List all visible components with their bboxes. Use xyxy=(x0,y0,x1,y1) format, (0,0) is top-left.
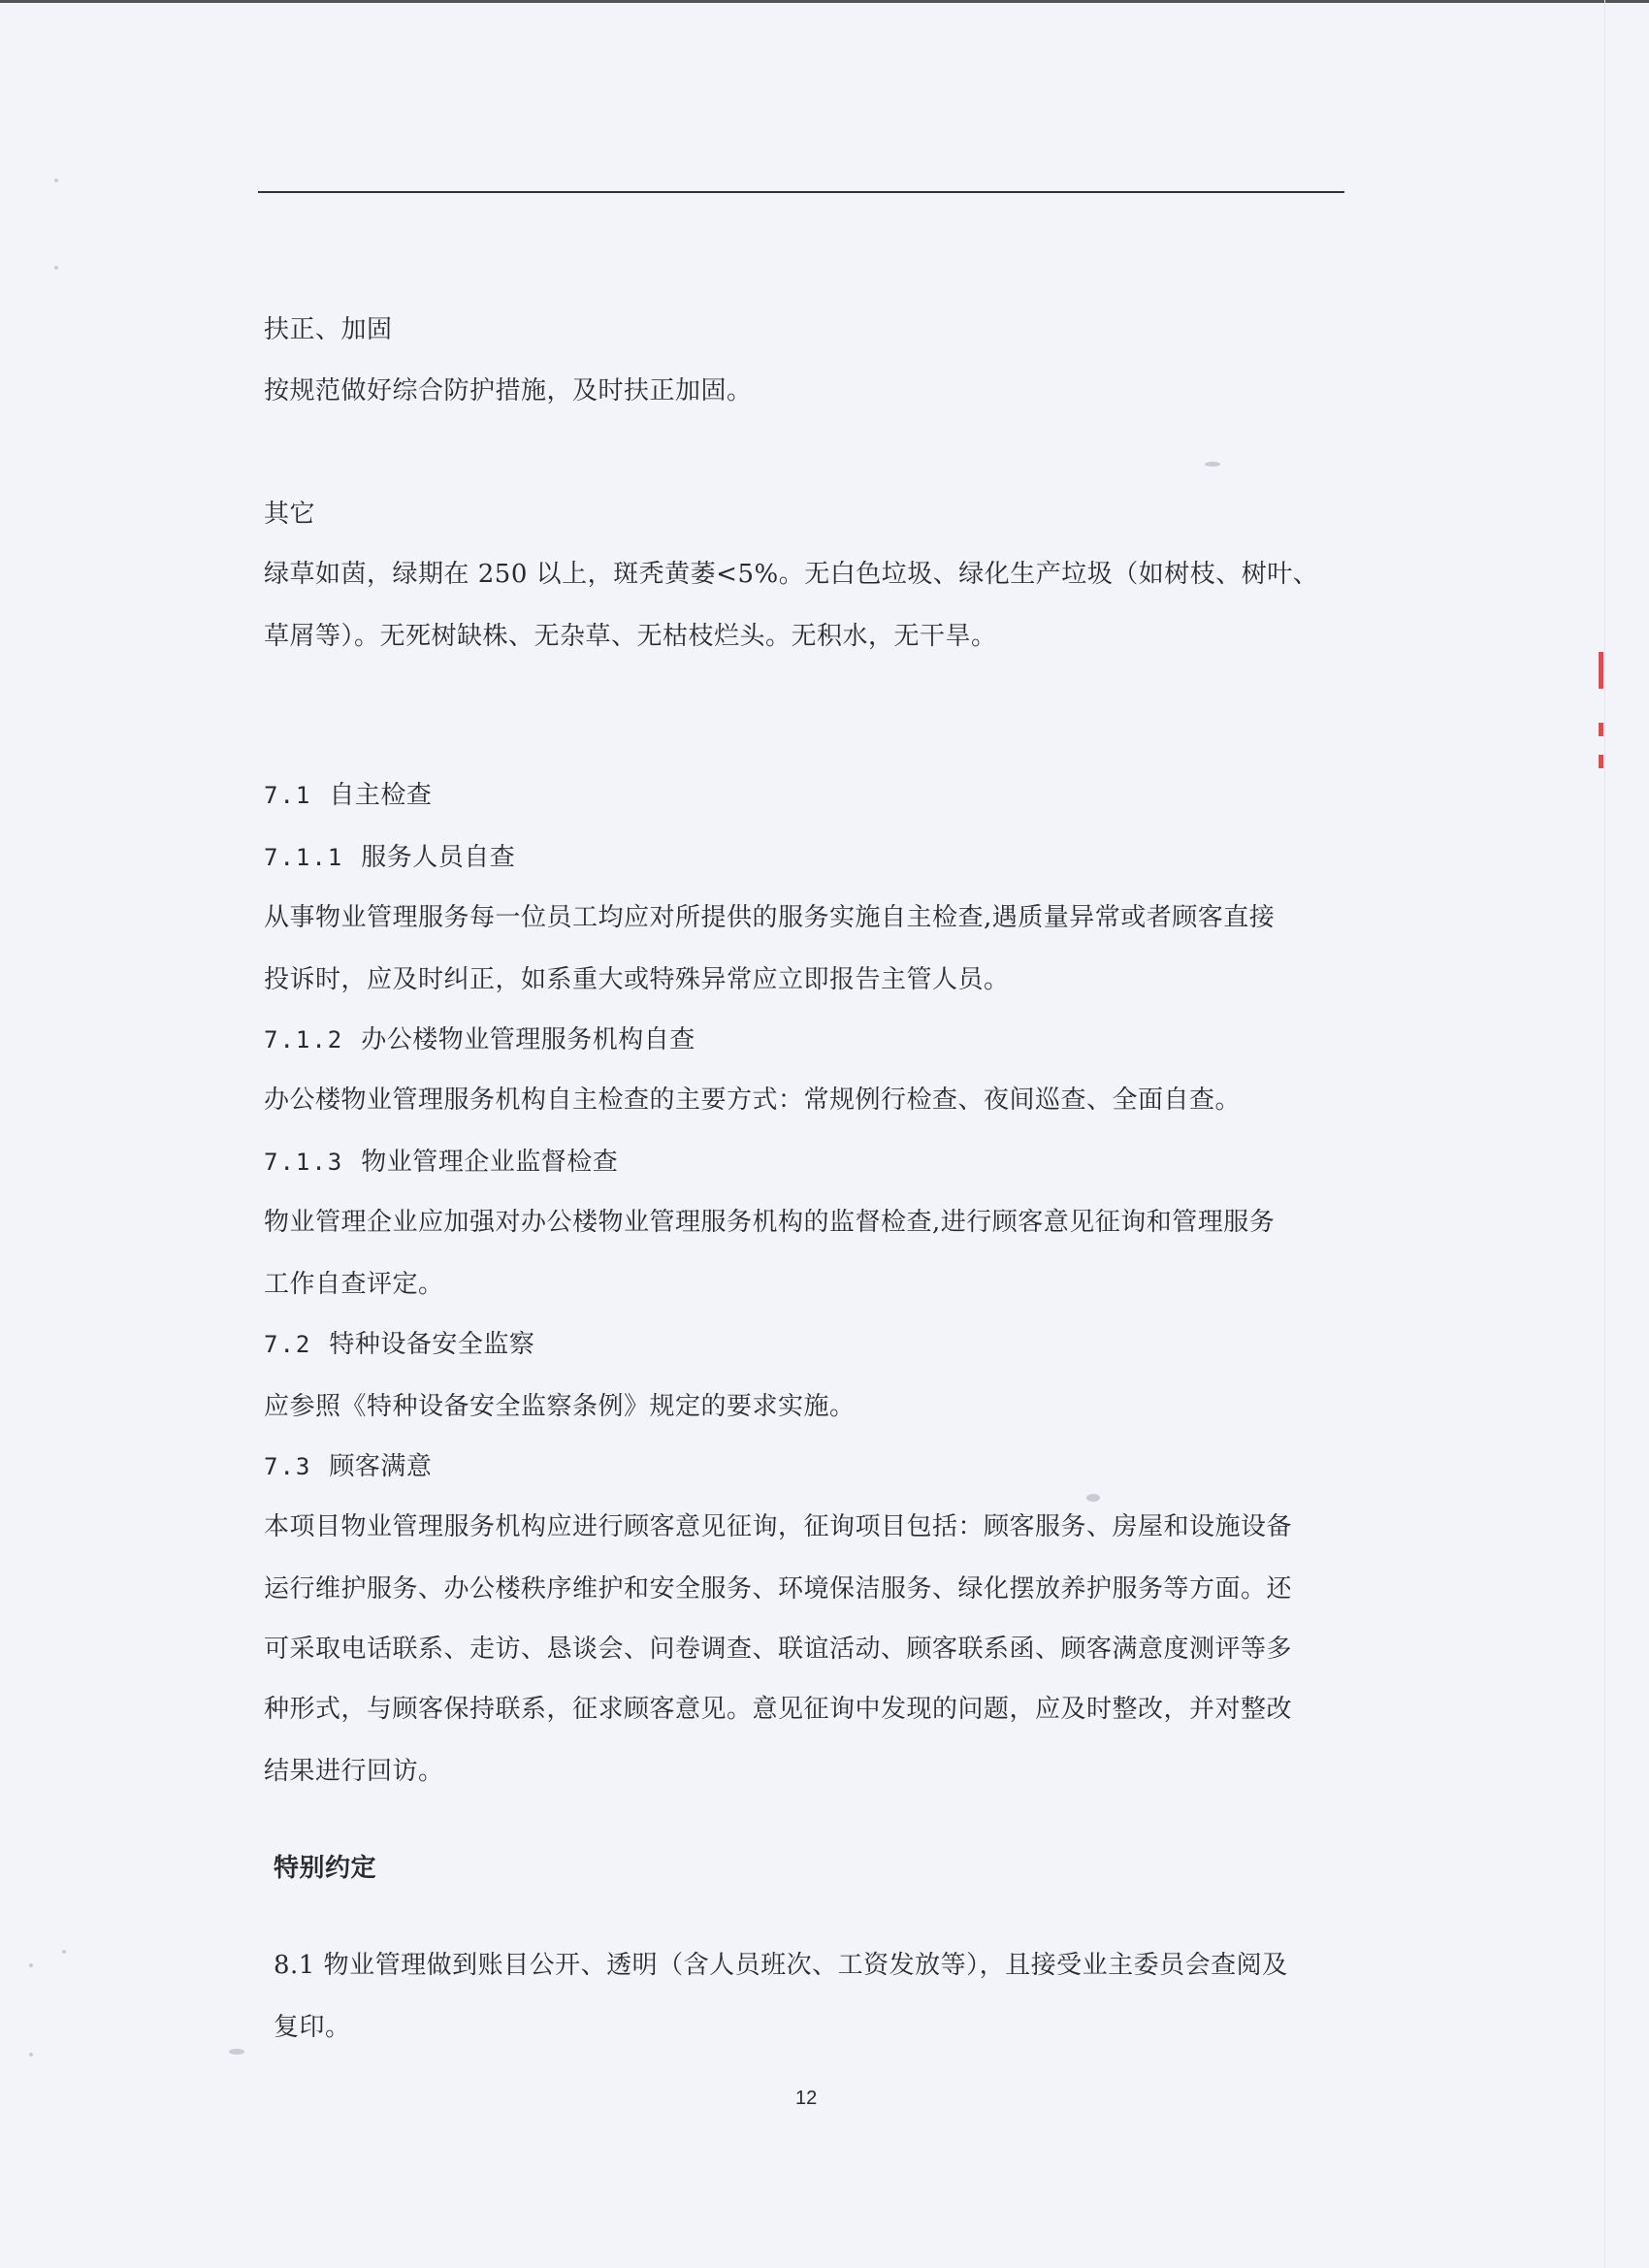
paragraph-line: 结果进行回访。 xyxy=(264,1757,444,1786)
paragraph-line: 按规范做好综合防护措施，及时扶正加固。 xyxy=(264,376,753,405)
scan-speck xyxy=(54,266,58,270)
paragraph-line: 绿草如茵，绿期在 250 以上，斑秃黄萎<5%。无白色垃圾、绿化生产垃圾（如树枝、树叶、 xyxy=(264,560,1319,589)
scan-edge-top xyxy=(0,0,1649,3)
section-heading-7-1-3 xyxy=(264,1147,618,1178)
section-number: 7.1.2 xyxy=(264,1026,344,1053)
section-title: 服务人员自查 xyxy=(361,843,516,872)
scan-speck xyxy=(1205,462,1220,467)
paragraph-line: 工作自查评定。 xyxy=(264,1270,444,1299)
paragraph-line: 复印。 xyxy=(274,2013,351,2042)
scan-speck xyxy=(29,2053,33,2057)
section-heading-fuzheng: 扶正、加固 xyxy=(264,315,393,344)
section-heading-7-2 xyxy=(264,1329,534,1360)
scan-speck xyxy=(229,2049,244,2055)
section-heading-7-1-1 xyxy=(264,842,515,873)
paragraph-line: 投诉时，应及时纠正，如系重大或特殊异常应立即报告主管人员。 xyxy=(264,965,1010,994)
paragraph-line: 从事物业管理服务每一位员工均应对所提供的服务实施自主检查,遇质量异常或者顾客直接 xyxy=(264,903,1276,932)
section-title: 自主检查 xyxy=(329,781,433,810)
paragraph-line: 本项目物业管理服务机构应进行顾客意见征询，征询项目包括：顾客服务、房屋和设施设备 xyxy=(264,1512,1293,1541)
section-title: 办公楼物业管理服务机构自查 xyxy=(361,1025,695,1054)
paragraph-line: 草屑等）。无死树缺株、无杂草、无枯枝烂头。无积水，无干旱。 xyxy=(264,622,997,651)
scan-edge-right xyxy=(1604,0,1605,2268)
section-number: 7.3 xyxy=(264,1453,312,1480)
paragraph-line: 运行维护服务、办公楼秩序维护和安全服务、环境保洁服务、绿化摆放养护服务等方面。还 xyxy=(264,1574,1293,1604)
scan-speck xyxy=(62,1950,66,1954)
section-title: 顾客满意 xyxy=(329,1452,433,1481)
paragraph-line: 办公楼物业管理服务机构自主检查的主要方式：常规例行检查、夜间巡查、全面自查。 xyxy=(264,1085,1242,1115)
section-heading-special-agreement: 特别约定 xyxy=(274,1854,377,1883)
scan-speck xyxy=(29,1963,33,1967)
section-heading-other: 其它 xyxy=(264,500,316,529)
section-heading-7-1 xyxy=(264,780,432,811)
paragraph-line: 应参照《特种设备安全监察条例》规定的要求实施。 xyxy=(264,1392,856,1421)
header-rule xyxy=(258,191,1344,193)
section-heading-7-1-2 xyxy=(264,1024,695,1055)
red-seal-mark xyxy=(1599,652,1603,689)
paragraph-line: 物业管理企业应加强对办公楼物业管理服务机构的监督检查,进行顾客意见征询和管理服务 xyxy=(264,1208,1276,1237)
scan-speck xyxy=(54,178,58,182)
section-number: 7.1.1 xyxy=(264,844,344,871)
section-title: 特种设备安全监察 xyxy=(329,1330,535,1359)
scan-speck xyxy=(1086,1494,1100,1502)
section-number: 7.2 xyxy=(264,1331,312,1358)
section-number: 7.1 xyxy=(264,782,312,809)
section-heading-7-3 xyxy=(264,1451,432,1482)
paragraph-line: 种形式，与顾客保持联系，征求顾客意见。意见征询中发现的问题，应及时整改，并对整改 xyxy=(264,1695,1293,1724)
paragraph-line: 8.1 物业管理做到账目公开、透明（含人员班次、工资发放等），且接受业主委员会查阅及 xyxy=(274,1951,1288,1980)
red-seal-mark xyxy=(1599,723,1603,736)
page-number: 12 xyxy=(795,2088,818,2109)
section-number: 7.1.3 xyxy=(264,1149,344,1176)
paragraph-line: 可采取电话联系、走访、恳谈会、问卷调查、联谊活动、顾客联系函、顾客满意度测评等多 xyxy=(264,1635,1293,1664)
red-seal-mark xyxy=(1599,755,1603,768)
section-title: 物业管理企业监督检查 xyxy=(361,1148,619,1177)
